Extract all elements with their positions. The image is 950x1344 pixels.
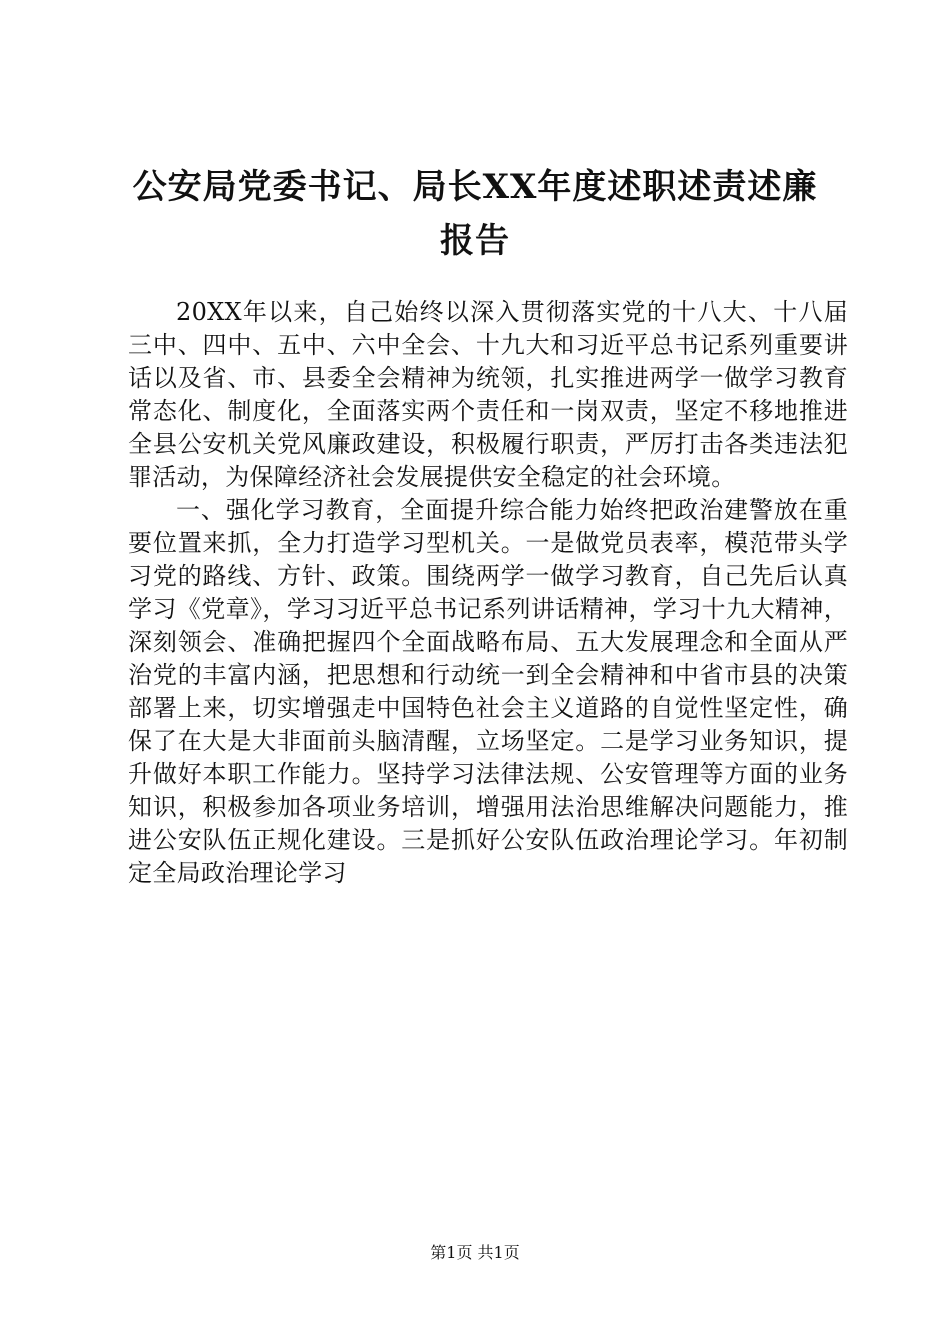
page-footer: 第1页 共1页 [430,1243,520,1262]
page-title [100,160,850,268]
paragraph-2: 一、强化学习教育，全面提升综合能力始终把政治建警放在重要位置来抓，全力打造学习型机关。一是做党员表率，模范带头学习党的路线、方针、政策。围绕两学一做学习教育，自己先后认真学习《党章》，学习习近平总书记系列讲话精神，学习十九大精神，深刻领会、准确把握四个全面战略布局、五大发展理念和全面从严治党的丰富内涵，把思想和行动统一到全会精神和中省市县的决策部署上来，切实增强走中国特色社会主义道路的自觉性坚定性，确保了在大是大非面前头脑清醒，立场坚定。二是学习业务知识，提升做好本职工作能力。坚持学习法律法规、公安管理等方面的业务知识，积极参加各项业务培训，增强用法治思维解决问题能力，推进公安队伍正规化建设。三是抓好公安队伍政治理论学习。年初制定全局政治理论学习 [128,496,848,887]
document-body [128,296,848,890]
title-line-2: 报告 [440,221,510,261]
title-line-1: 公安局党委书记、局长XX年度述职述责述廉 [132,167,818,207]
paragraph-1: 20XX年以来，自己始终以深入贯彻落实党的十八大、十八届三中、四中、五中、六中全会、十九大和习近平总书记系列重要讲话以及省、市、县委全会精神为统领，扎实推进两学一做学习教育常态化、制度化，全面落实两个责任和一岗双责，坚定不移地推进全县公安机关党风廉政建设，积极履行职责，严厉打击各类违法犯罪活动，为保障经济社会发展提供安全稳定的社会环境。 [128,298,848,491]
